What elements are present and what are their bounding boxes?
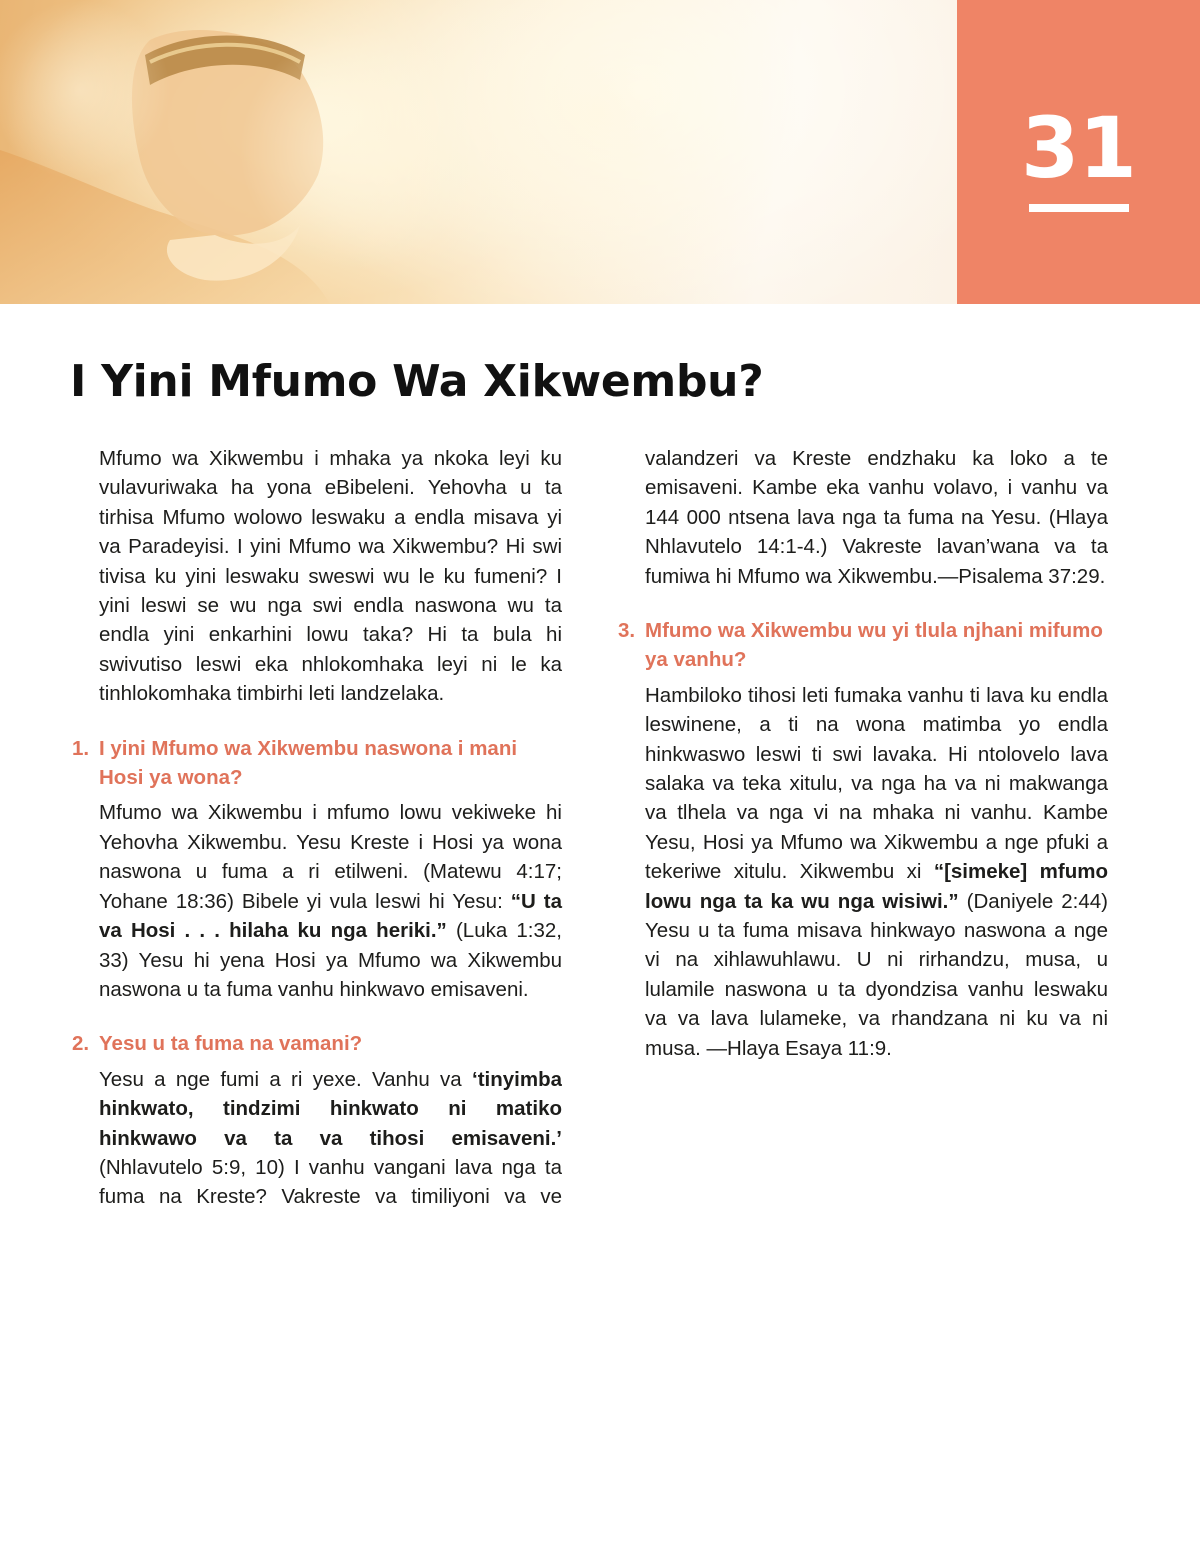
section-2-continued bbox=[618, 444, 1108, 591]
section-3-number: 3. bbox=[618, 619, 636, 642]
section-1-question: I yini Mfumo wa Xikwembu naswona i mani Hosi ya wona? bbox=[99, 736, 518, 790]
section-1-heading bbox=[72, 734, 562, 793]
lesson-number-panel bbox=[957, 0, 1200, 304]
intro-paragraph: Mfumo wa Xikwembu i mhaka ya nkoka leyi ku vulavuriwaka ha yona eBibeleni. Yehovha u ta tirhisa Mfumo wolowo leswaku a endla misava yi va Paradeyisi. I yini Mfumo wa Xikwembu? Hi swi tivisa ku yini leswaku sweswi wu le ku fumeni? I yini leswi se wu nga swi endla naswona wu ta endla yini enkarhini lowu taka? Hi ta bula hi swivutiso leswi eka nhlokomhaka leyi ni le ka tinhlokomhaka timbirhi leti landzelaka. bbox=[99, 447, 562, 706]
section-2-text-a: Yesu a nge fumi a ri yexe. Vanhu va bbox=[99, 1067, 472, 1091]
lesson-number-underline bbox=[1029, 204, 1129, 212]
lesson-number: 31 bbox=[1021, 99, 1136, 197]
section-2-text-b-continued: valandzeri va Kreste endzhaku ka loko a te emisaveni. Kambe eka vanhu volavo, i vanhu va 144 000 ntsena lava nga ta fuma na Yesu. (Hlaya Nhlavutelo 14:1-4.) Vakreste lavan’wana va ta fumiwa hi Mfumo wa Xikwembu.—Pisalema 37:29. bbox=[645, 447, 1108, 588]
section-3-quote: “[simeke] mfumo lowu nga ta ka wu nga wisiwi.” bbox=[645, 860, 1108, 913]
section-1-text-b: (Luka 1:32, 33) Yesu hi yena Hosi ya Mfumo wa Xikwembu naswona u ta fuma vanhu hinkwavo emisaveni. bbox=[99, 919, 562, 1001]
section-2-quote: ‘tinyimba hinkwato, tindzimi hinkwato ni matiko hinkwawo va ta va tihosi emisaveni.’ bbox=[99, 1067, 562, 1150]
section-3-question: Mfumo wa Xikwembu wu yi tlula njhani mifumo ya vanhu? bbox=[645, 619, 1103, 672]
king-illustration bbox=[0, 0, 957, 304]
hero-image bbox=[0, 0, 957, 304]
section-1-number: 1. bbox=[72, 736, 90, 760]
section-3-text-b: (Daniyele 2:44) Yesu u ta fuma misava hinkwayo naswona a nge vi na xihlawuhlawu. U ni rirhandzu, musa, u lulamile naswona u ta dyondzisa vanhu leswaku va va lava lulameke, va rhandzana ni ku va ni musa. —Hlaya Esaya 11:9. bbox=[645, 889, 1108, 1060]
section-2-text-b: (Nhlavutelo 5:9, 10) I vanhu vangani lava nga ta fuma na Kreste? Vakreste va timiliyoni va ve bbox=[99, 1155, 562, 1209]
section-1-text-a: Mfumo wa Xikwembu i mfumo lowu vekiweke hi Yehovha Xikwembu. Yesu Kreste i Hosi ya wona naswona u fuma a ri etilweni. (Matewu 4:17; Yohane 18:36) Bibele yi vula leswi hi Yesu: bbox=[99, 801, 562, 913]
section-3-heading bbox=[618, 616, 1108, 675]
section-2-number: 2. bbox=[72, 1032, 90, 1056]
section-1-quote: “U ta va Hosi . . . hilaha ku nga heriki.” bbox=[99, 889, 562, 943]
left-column bbox=[72, 444, 562, 1212]
section-2-question: Yesu u ta fuma na vamani? bbox=[99, 1032, 363, 1056]
section-3-text-a: Hambiloko tihosi leti fumaka vanhu ti lava ku endla leswinene, a ti na wona matimba yo endla hinkwaswo leswi ti swi lavaka. Hi ntolovelo lava salaka va teka xitulu, va nga ha va ni makwanga va tlhela va nga vi na mhaka ni vanhu. Kambe Yesu, Hosi ya Mfumo wa Xikwembu a nge pfuki a tekeriwe xitulu. Xikwembu xi bbox=[645, 683, 1108, 884]
right-column bbox=[618, 444, 1108, 1063]
section-3-body bbox=[618, 681, 1108, 1063]
section-2-body-continued bbox=[618, 444, 1108, 591]
page-title: I Yini Mfumo Wa Xikwembu? bbox=[70, 356, 764, 407]
section-2-heading bbox=[72, 1029, 562, 1058]
section-1-body bbox=[72, 798, 562, 1004]
section-2-body bbox=[72, 1065, 562, 1212]
